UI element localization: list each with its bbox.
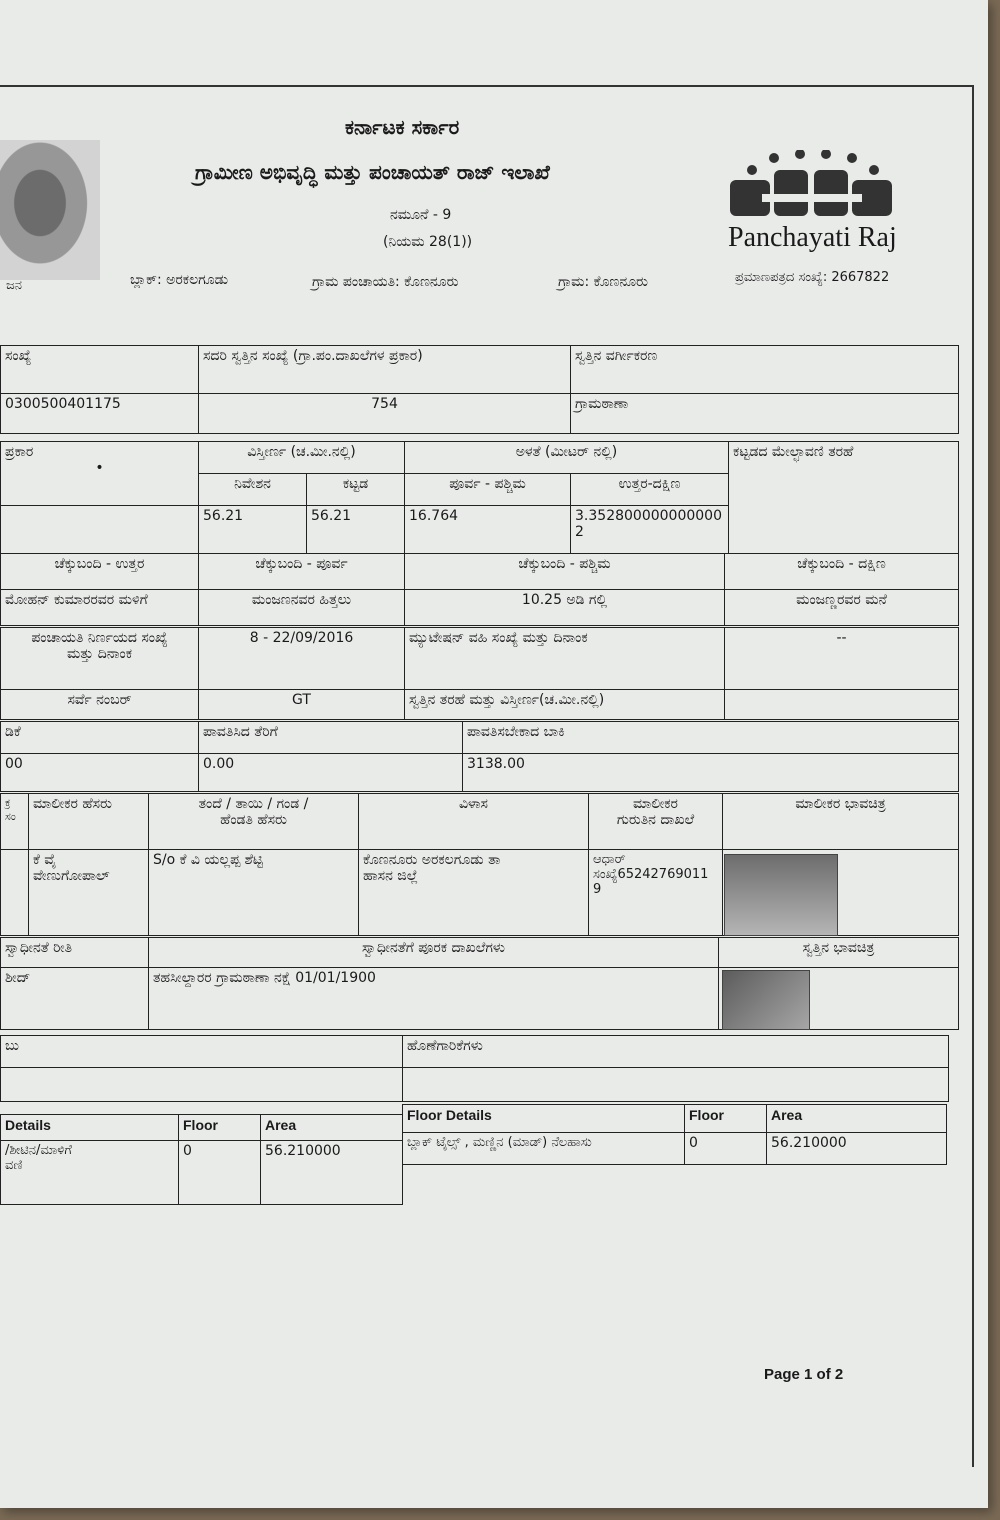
north-boundary-value: ಮೋಹನ್ ಕುಮಾರರವರ ಮಳಿಗೆ [1,590,199,626]
north-south-value: 3.3528000000000002 [571,506,729,554]
panchayati-raj-logo-text: Panchayati Raj [728,222,897,253]
building-label: ಕಟ್ಟಡ [307,474,405,506]
site-label: ನಿವೇಶನ [199,474,307,506]
east-boundary-value: ಮಂಜಣನವರ ಹಿತ್ತಲು [199,590,405,626]
address-label: ವಿಳಾಸ [359,794,589,850]
dimensions-table [0,441,959,554]
ownership-docs-label: ಸ್ವಾಧೀನತೆಗೆ ಪೂರಕ ದಾಖಲೆಗಳು [149,938,719,968]
resolution-table [0,627,959,720]
ownership-table [0,937,959,1030]
mutation-label: ಮ್ಯುಟೇಷನ್ ವಹಿ ಸಂಖ್ಯೆ ಮತ್ತು ದಿನಾಂಕ [405,628,725,690]
gram-panchayat: ಗ್ರಾಮ ಪಂಚಾಯತಿ: ಕೊಣನೂರು [312,274,459,290]
rule-number: (ನಿಯಮ 28(1)) [383,234,473,250]
owner-id-label: ಮಾಲೀಕರ ಗುರುತಿನ ದಾಖಲೆ [589,794,723,850]
classification-value: ಗ್ರಾಮಠಾಣಾ [571,394,959,434]
south-boundary-value: ಮಂಜಣ್ಣರವರ ಮನೆ [725,590,959,626]
south-boundary-label: ಚೆಕ್ಕುಬಂದಿ - ದಕ್ಷಿಣ [725,554,959,590]
building-area-value: 56.21 [307,506,405,554]
area-value-right: 56.210000 [767,1133,947,1165]
liabilities-left-label: ಬು [1,1036,403,1068]
ownership-mode-value: ಶೀದ್ [1,968,149,1030]
govt-title: ಕರ್ನಾಟಕ ಸರ್ಕಾರ [345,115,460,139]
area-value-left: 56.210000 [261,1141,403,1205]
north-south-label: ಉತ್ತರ-ದಕ್ಷಿಣ [571,474,729,506]
area-label: ವಿಸ್ತೀರ್ಣ (ಚ.ಮೀ.ನಲ್ಲಿ) [199,442,405,474]
mutation-value: -- [725,628,959,690]
floor-value-left: 0 [179,1141,261,1205]
north-boundary-label: ಚೆಕ್ಕುಬಂದಿ - ಉತ್ತರ [1,554,199,590]
owner-id-value: ಆಧಾರ್ ಸಂಖ್ಯೆ65242769011 9 [589,850,723,936]
village-name: ಗ್ರಾಮ: ಕೊಣನೂರು [558,274,648,290]
classification-label: ಸ್ವತ್ತಿನ ವರ್ಗೀಕರಣ [571,346,959,394]
area-label-left: Area [261,1115,403,1141]
floor-value-right: 0 [685,1133,767,1165]
ownership-mode-label: ಸ್ವಾಧೀನತೆ ರೀತಿ [1,938,149,968]
demand-label: ಡಿಕೆ [1,722,199,754]
relation-label: ತಂದೆ / ತಾಯಿ / ಗಂಡ / ಹೆಂಡತಿ ಹೆಸರು [149,794,359,850]
local-number-label: ಸದರಿ ಸ್ವತ್ತಿನ ಸಂಖ್ಯೆ (ಗ್ರಾ.ಪಂ.ದಾಖಲೆಗಳ ಪ್ರಕಾರ) [199,346,571,394]
state-emblem-icon [0,140,100,280]
paid-tax-label: ಪಾವತಿಸಿದ ತೆರಿಗೆ [199,722,463,754]
form-number: ನಮೂನೆ - 9 [390,207,452,223]
boundaries-table [0,553,959,626]
resolution-label: ಪಂಚಾಯತಿ ನಿರ್ಣಯದ ಸಂಖ್ಯೆ ಮತ್ತು ದಿನಾಂಕ [1,628,199,690]
tax-table [0,721,959,792]
property-photo-label: ಸ್ವತ್ತಿನ ಭಾವಚಿತ್ರ [719,938,959,968]
property-photo [722,970,810,1030]
due-tax-label: ಪಾವತಿಸಬೇಕಾದ ಬಾಕಿ [463,722,959,754]
floor-label-left: Floor [179,1115,261,1141]
property-id-value: 0300500401175 [1,394,199,434]
ownership-docs-value: ತಹಸೀಲ್ದಾರರ ಗ್ರಾಮಠಾಣಾ ನಕ್ಷೆ 01/01/1900 [149,968,719,1030]
emblem-caption: ಜನ [6,278,22,293]
area-label-right: Area [767,1105,947,1133]
property-type-label: ಪ್ರಕಾರ • [1,442,199,506]
paid-tax-value: 0.00 [199,754,463,792]
demand-value: 00 [1,754,199,792]
floor-details-label-right: Floor Details [403,1105,685,1133]
dept-title: ಗ್ರಾಮೀಣ ಅಭಿವೃದ್ಧಿ ಮತ್ತು ಪಂಚಾಯತ್ ರಾಜ್ ಇಲಾಖೆ [195,160,550,184]
resolution-value: 8 - 22/09/2016 [199,628,405,690]
owner-name-value: ಕೆ ವೈ ವೇಣುಗೋಪಾಲ್ [29,850,149,936]
serial-label: ಕ್ರ ಸಂ [1,794,29,850]
west-boundary-label: ಚೆಕ್ಕುಬಂದಿ - ಪಶ್ಚಿಮ [405,554,725,590]
local-number-value: 754 [199,394,571,434]
page-number: Page 1 of 2 [764,1366,844,1383]
owner-photo [724,854,838,936]
property-type-area-label: ಸ್ವತ್ತಿನ ತರಹೆ ಮತ್ತು ವಿಸ್ತೀರ್ಣ(ಚ.ಮೀ.ನಲ್ಲಿ) [405,690,725,720]
block-name: ಬ್ಲಾಕ್: ಅರಕಲಗೂಡು [130,272,229,288]
due-tax-value: 3138.00 [463,754,959,792]
certificate-number: ಪ್ರಮಾಣಪತ್ರದ ಸಂಖ್ಯೆ: 2667822 [735,270,890,285]
floor-table-left [0,1114,403,1205]
survey-number-label: ಸರ್ವೆ ನಂಬರ್ [1,690,199,720]
east-west-value: 16.764 [405,506,571,554]
floor-details-label-left: Details [1,1115,179,1141]
property-id-label: ಸಂಖ್ಯೆ [1,346,199,394]
liabilities-table [0,1035,949,1102]
measurement-label: ಅಳತೆ (ಮೀಟರ್ ನಲ್ಲಿ) [405,442,729,474]
floor-detail-left: /ಶೀಟಿನ/ಮಾಳಿಗೆ ವಣಿ [1,1141,179,1205]
east-west-label: ಪೂರ್ವ - ಪಶ್ಚಿಮ [405,474,571,506]
liabilities-label: ಹೊಣೆಗಾರಿಕೆಗಳು [403,1036,949,1068]
east-boundary-label: ಚೆಕ್ಕುಬಂದಿ - ಪೂರ್ವ [199,554,405,590]
floor-label-right: Floor [685,1105,767,1133]
owner-name-label: ಮಾಲೀಕರ ಹೆಸರು [29,794,149,850]
owner-photo-label: ಮಾಲೀಕರ ಭಾವಚಿತ್ರ [723,794,959,850]
panchayati-raj-logo-icon [722,150,902,220]
relation-value: S/o ಕೆ ವಿ ಯಲ್ಲಪ್ಪ ಶೆಟ್ಟಿ [149,850,359,936]
site-area-value: 56.21 [199,506,307,554]
floor-detail-right: ಬ್ಲಾಕ್ ಟೈಲ್ಸ್ , ಮಣ್ಣಿನ (ಮಾಡ್) ನೆಲಹಾಸು [403,1133,685,1165]
survey-number-value: GT [199,690,405,720]
floor-table-right [402,1104,947,1165]
west-boundary-value: 10.25 ಅಡಿ ಗಲ್ಲಿ [405,590,725,626]
address-value: ಕೊಣನೂರು ಅರಕಲಗೂಡು ತಾ ಹಾಸನ ಜಿಲ್ಲೆ [359,850,589,936]
property-id-table [0,345,959,434]
roof-type-label: ಕಟ್ಟಡದ ಮೇಲ್ಛಾವಣಿ ತರಹೆ [729,442,959,554]
